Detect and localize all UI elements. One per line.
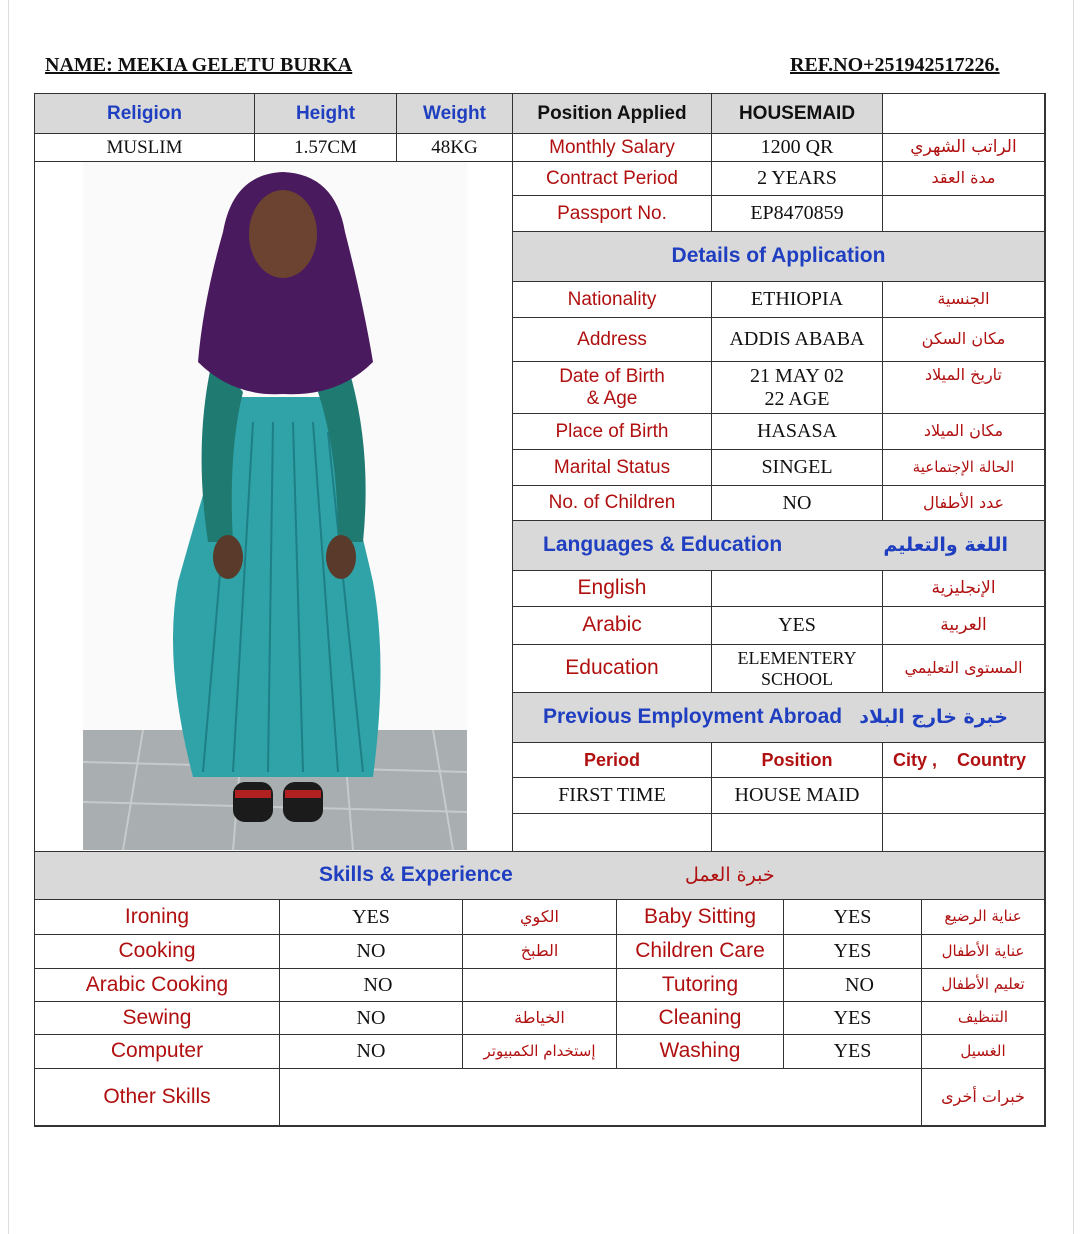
employment-col-position: Position: [712, 743, 883, 778]
contract-period-arabic: مدة العقد: [883, 162, 1045, 196]
empty-cell: [883, 778, 1045, 814]
languages-title-en: Languages & Education: [543, 533, 783, 557]
place-of-birth-label: Place of Birth: [513, 414, 712, 450]
employment-title-en: Previous Employment Abroad: [543, 705, 843, 729]
employment-col-country: Country: [957, 749, 1026, 770]
monthly-salary-arabic: الراتب الشهري: [883, 134, 1045, 162]
skill-computer-arabic: إستخدام الكمبيوتر: [463, 1035, 617, 1069]
employment-col-city: City ,: [893, 749, 938, 770]
passport-label: Passport No.: [513, 196, 712, 232]
skill-washing-label: Washing: [617, 1035, 784, 1069]
children-value: NO: [712, 486, 883, 521]
skill-cooking-value: NO: [280, 935, 463, 969]
education-arabic: المستوى التعليمي: [883, 645, 1045, 693]
place-of-birth-value: HASASA: [712, 414, 883, 450]
address-label: Address: [513, 318, 712, 362]
applicant-name: NAME: MEKIA GELETU BURKA: [45, 54, 353, 76]
skill-cleaning-value: YES: [784, 1002, 922, 1035]
skill-children-care-arabic: عناية الأطفال: [922, 935, 1045, 969]
skill-children-care-value: YES: [784, 935, 922, 969]
employment-period-value: FIRST TIME: [513, 778, 712, 814]
skill-baby-sitting-value: YES: [784, 900, 922, 935]
empty-cell: [883, 196, 1045, 232]
skill-arabic-cooking-value: NO: [280, 969, 463, 1002]
skill-tutoring-label: Tutoring: [617, 969, 784, 1002]
religion-value: MUSLIM: [35, 134, 255, 162]
reference-number: REF.NO+251942517226.: [790, 54, 1000, 76]
empty-cell: [513, 814, 712, 852]
weight-label: Weight: [397, 94, 513, 134]
applicant-photo: [83, 162, 467, 850]
skill-arabic-cooking-arabic: [463, 969, 617, 1002]
weight-value: 48KG: [397, 134, 513, 162]
contract-period-value: 2 YEARS: [712, 162, 883, 196]
empty-cell: [883, 94, 1045, 134]
employment-col-period: Period: [513, 743, 712, 778]
dob-label-line2: & Age: [586, 387, 638, 409]
dob-label: [513, 362, 712, 414]
skill-sewing-label: Sewing: [35, 1002, 280, 1035]
skill-cleaning-label: Cleaning: [617, 1002, 784, 1035]
skill-sewing-arabic: الخياطة: [463, 1002, 617, 1035]
education-label: Education: [513, 645, 712, 693]
employment-position-value: HOUSE MAID: [712, 778, 883, 814]
other-skills-arabic: خبرات أخرى: [922, 1069, 1045, 1126]
photo-cell: [35, 162, 513, 852]
other-skills-value: [280, 1069, 922, 1126]
skill-cleaning-arabic: التنظيف: [922, 1002, 1045, 1035]
skill-ironing-label: Ironing: [35, 900, 280, 935]
languages-title-ar: اللغة والتعليم: [883, 533, 1008, 556]
passport-value: EP8470859: [712, 196, 883, 232]
skill-computer-value: NO: [280, 1035, 463, 1069]
other-skills-label: Other Skills: [35, 1069, 280, 1126]
place-of-birth-arabic: مكان الميلاد: [883, 414, 1045, 450]
arabic-arabic: العربية: [883, 607, 1045, 645]
nationality-label: Nationality: [513, 282, 712, 318]
empty-cell: [883, 814, 1045, 852]
skill-baby-sitting-label: Baby Sitting: [617, 900, 784, 935]
monthly-salary-value: 1200 QR: [712, 134, 883, 162]
languages-section-title: [513, 521, 1045, 571]
dob-label-line1: Date of Birth: [559, 365, 665, 387]
education-value-line1: ELEMENTERY: [737, 647, 857, 668]
skill-baby-sitting-arabic: عناية الرضيع: [922, 900, 1045, 935]
marital-status-arabic: الحالة الإجتماعية: [883, 450, 1045, 486]
skills-title-ar: خبرة العمل: [685, 863, 775, 886]
monthly-salary-label: Monthly Salary: [513, 134, 712, 162]
skill-tutoring-arabic: تعليم الأطفال: [922, 969, 1045, 1002]
religion-label: Religion: [35, 94, 255, 134]
skill-computer-label: Computer: [35, 1035, 280, 1069]
nationality-arabic: الجنسية: [883, 282, 1045, 318]
empty-cell: [712, 814, 883, 852]
contract-period-label: Contract Period: [513, 162, 712, 196]
employment-title-ar: خبرة خارج البلاد: [859, 705, 1008, 728]
skills-title-en: Skills & Experience: [319, 863, 513, 887]
skill-tutoring-value: NO: [784, 969, 922, 1002]
dob-value-age: 22 AGE: [764, 387, 830, 410]
height-label: Height: [255, 94, 397, 134]
skill-cooking-arabic: الطبخ: [463, 935, 617, 969]
address-value: ADDIS ABABA: [712, 318, 883, 362]
english-label: English: [513, 571, 712, 607]
skill-cooking-label: Cooking: [35, 935, 280, 969]
dob-value: [712, 362, 883, 414]
details-section-title: Details of Application: [513, 232, 1045, 282]
english-arabic: الإنجليزية: [883, 571, 1045, 607]
skill-children-care-label: Children Care: [617, 935, 784, 969]
position-applied-value: HOUSEMAID: [712, 94, 883, 134]
education-value: [712, 645, 883, 693]
children-label: No. of Children: [513, 486, 712, 521]
skill-washing-arabic: الغسيل: [922, 1035, 1045, 1069]
dob-value-date: 21 MAY 02: [749, 364, 845, 387]
education-value-line2: SCHOOL: [760, 668, 833, 689]
skills-section-title: [35, 852, 1045, 900]
dob-arabic: تاريخ الميلاد: [883, 362, 1045, 414]
english-value: [712, 571, 883, 607]
marital-status-label: Marital Status: [513, 450, 712, 486]
skill-washing-value: YES: [784, 1035, 922, 1069]
height-value: 1.57CM: [255, 134, 397, 162]
skill-arabic-cooking-label: Arabic Cooking: [35, 969, 280, 1002]
position-applied-label: Position Applied: [513, 94, 712, 134]
children-arabic: عدد الأطفال: [883, 486, 1045, 521]
arabic-value: YES: [712, 607, 883, 645]
employment-col-location: [883, 743, 1045, 778]
skill-sewing-value: NO: [280, 1002, 463, 1035]
skill-ironing-arabic: الكوي: [463, 900, 617, 935]
marital-status-value: SINGEL: [712, 450, 883, 486]
address-arabic: مكان السكن: [883, 318, 1045, 362]
employment-section-title: [513, 693, 1045, 743]
skill-ironing-value: YES: [280, 900, 463, 935]
nationality-value: ETHIOPIA: [712, 282, 883, 318]
arabic-label: Arabic: [513, 607, 712, 645]
